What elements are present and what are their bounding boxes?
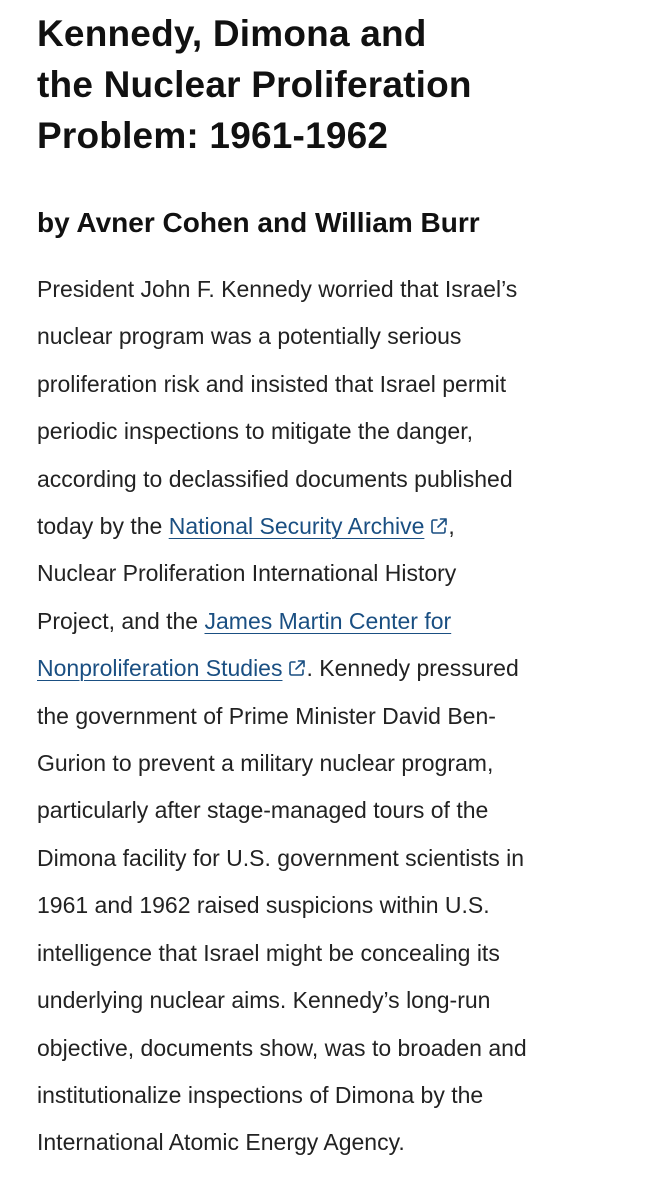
- body-line: President John F. Kennedy worried that Israel’s: [37, 276, 518, 302]
- external-link-icon[interactable]: [430, 517, 448, 535]
- body-line: periodic inspections to mitigate the danger,: [37, 418, 473, 445]
- body-line: according to declassified documents published: [37, 465, 513, 492]
- body-text-segment: . Kennedy pressured: [306, 655, 519, 682]
- body-line: [37, 503, 614, 550]
- body-line: 1961 and 1962 raised suspicions within U.S.: [37, 892, 490, 919]
- title-line: Problem: 1961-1962: [37, 115, 389, 156]
- james-martin-center-link[interactable]: [205, 608, 452, 634]
- body-line: proliferation risk and insisted that Israel permit: [37, 370, 507, 397]
- james-martin-center-link-continued[interactable]: [37, 655, 282, 681]
- body-line: Dimona facility for U.S. government scientists in: [37, 844, 525, 871]
- link-label: James Martin Center for: [204, 607, 452, 634]
- body-line: International Atomic Energy Agency.: [37, 1129, 405, 1156]
- article-title: [37, 8, 614, 161]
- body-line: underlying nuclear aims. Kennedy’s long-run: [37, 987, 491, 1014]
- body-line: Nuclear Proliferation International History: [37, 560, 457, 587]
- body-line: Gurion to prevent a military nuclear program,: [37, 750, 494, 777]
- body-line: particularly after stage-managed tours of the: [37, 797, 489, 824]
- article-body: [37, 266, 614, 1167]
- body-text-segment: ,: [448, 513, 455, 540]
- body-text-segment: Project, and the: [37, 607, 205, 634]
- body-line: objective, documents show, was to broaden and: [37, 1034, 527, 1061]
- link-label: Nonproliferation Studies: [37, 655, 283, 682]
- body-line: [37, 645, 614, 692]
- body-line: [37, 598, 614, 645]
- body-line: nuclear program was a potentially serious: [37, 323, 462, 350]
- body-line: the government of Prime Minister David Ben-: [37, 702, 496, 729]
- external-link-icon[interactable]: [288, 659, 306, 677]
- body-line: institutionalize inspections of Dimona by the: [37, 1081, 484, 1108]
- link-label: National Security Archive: [168, 513, 425, 540]
- title-line: the Nuclear Proliferation: [37, 64, 472, 105]
- national-security-archive-link[interactable]: [169, 513, 425, 539]
- title-line: Kennedy, Dimona and: [37, 13, 427, 54]
- body-text-segment: today by the: [37, 513, 169, 540]
- article-byline: by Avner Cohen and William Burr: [37, 207, 480, 238]
- body-line: intelligence that Israel might be concealing its: [37, 939, 500, 966]
